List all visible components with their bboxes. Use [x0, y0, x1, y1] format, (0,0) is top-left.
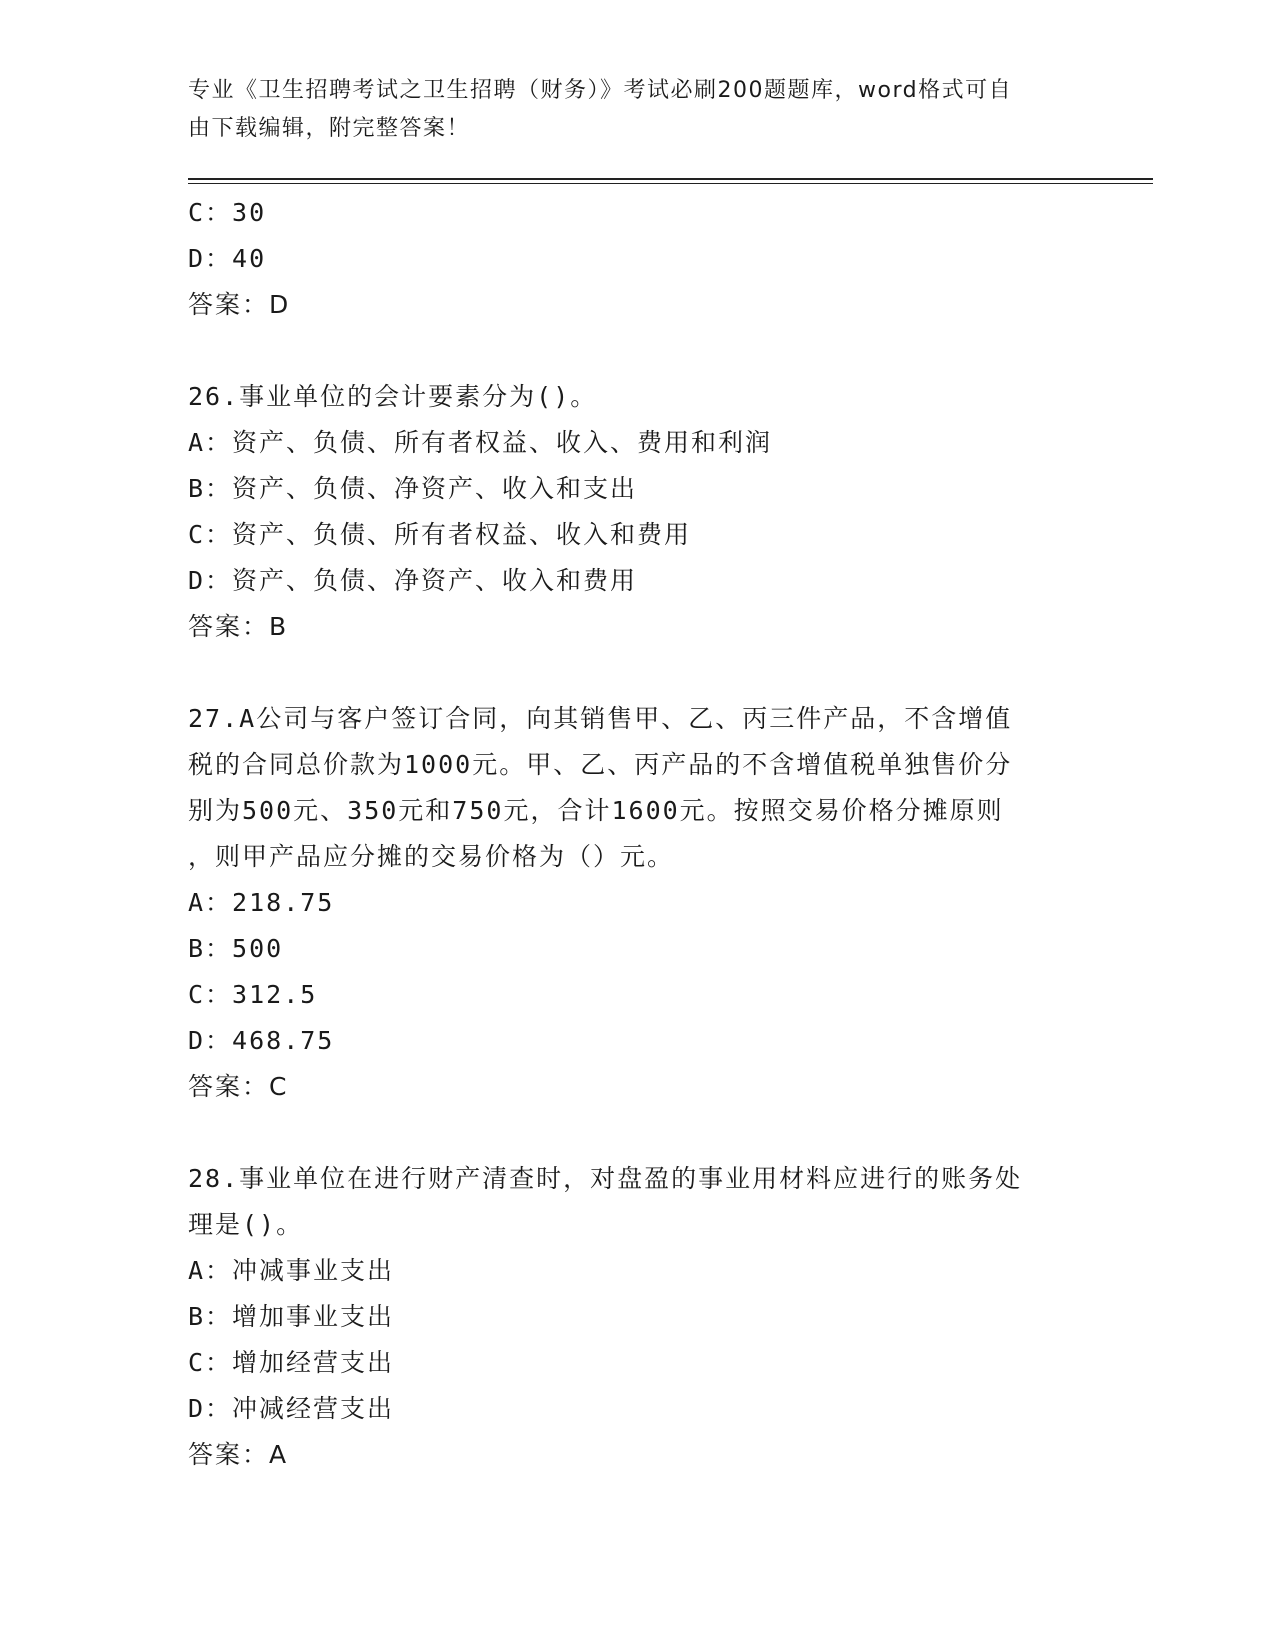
- answer: 答案：D: [188, 290, 291, 319]
- question-stem-line-3: 别为500元、350元和750元，合计1600元。按照交易价格分摊原则: [188, 796, 1004, 825]
- question-list: [188, 190, 1088, 1478]
- question-25-tail: [188, 190, 1088, 328]
- answer: 答案：B: [188, 612, 289, 641]
- spacer: [188, 1110, 1088, 1156]
- option-b: B：500: [188, 934, 284, 963]
- option-d: D：资产、负债、净资产、收入和费用: [188, 566, 638, 595]
- question-26: [188, 374, 1088, 650]
- option-d: D：冲减经营支出: [188, 1394, 395, 1423]
- option-c: C：30: [188, 198, 267, 227]
- option-a: A：冲减事业支出: [188, 1256, 395, 1285]
- spacer: [188, 328, 1088, 374]
- answer: 答案：C: [188, 1072, 289, 1101]
- header-divider-thin: [188, 183, 1153, 184]
- option-b: B：增加事业支出: [188, 1302, 395, 1331]
- header-divider-thick: [188, 178, 1153, 180]
- spacer: [188, 650, 1088, 696]
- question-stem-line-4: ，则甲产品应分摊的交易价格为（）元。: [188, 842, 675, 871]
- option-b: B：资产、负债、净资产、收入和支出: [188, 474, 638, 503]
- option-a: A：218.75: [188, 888, 335, 917]
- option-d: D：40: [188, 244, 267, 273]
- option-d: D：468.75: [188, 1026, 335, 1055]
- option-c: C：增加经营支出: [188, 1348, 395, 1377]
- header-line-1: 专业《卫生招聘考试之卫生招聘（财务）》考试必刷200题题库，word格式可自: [188, 78, 1013, 103]
- option-c: C：312.5: [188, 980, 318, 1009]
- answer: 答案：A: [188, 1440, 289, 1469]
- question-stem: 26.事业单位的会计要素分为()。: [188, 382, 598, 411]
- question-stem-line-1: 27.A公司与客户签订合同，向其销售甲、乙、丙三件产品，不含增值: [188, 704, 1013, 733]
- question-stem-line-1: 28.事业单位在进行财产清查时，对盘盈的事业用材料应进行的账务处: [188, 1164, 1023, 1193]
- question-28: [188, 1156, 1088, 1478]
- question-27: [188, 696, 1088, 1110]
- option-c: C：资产、负债、所有者权益、收入和费用: [188, 520, 692, 549]
- header-line-2: 由下载编辑，附完整答案！: [188, 116, 471, 141]
- question-stem-line-2: 理是()。: [188, 1210, 304, 1239]
- option-a: A：资产、负债、所有者权益、收入、费用和利润: [188, 428, 773, 457]
- question-stem-line-2: 税的合同总价款为1000元。甲、乙、丙产品的不含增值税单独售价分: [188, 750, 1013, 779]
- document-header: [188, 72, 1088, 148]
